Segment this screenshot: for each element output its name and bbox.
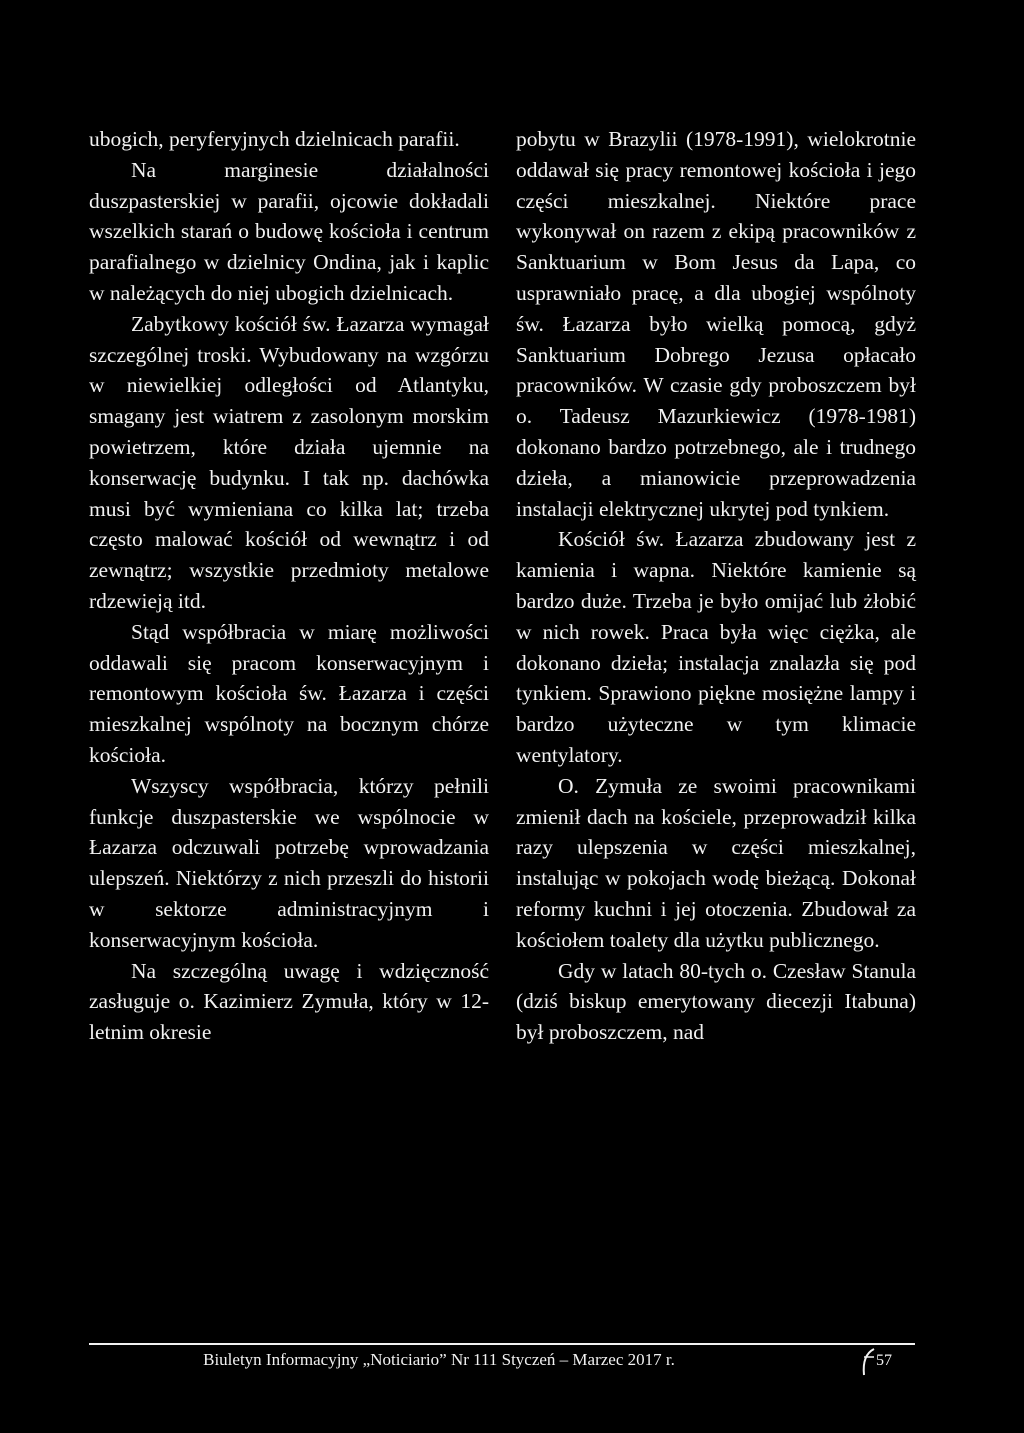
right-text-column (516, 124, 916, 1048)
page-bracket-icon (858, 1345, 878, 1377)
paragraph: Gdy w latach 80-tych o. Czesław Stanula (dziś biskup emerytowany diecezji Itabuna) był proboszczem, nad (516, 958, 916, 1045)
footer-publication-info: Biuletyn Informacyjny „Noticiario” Nr 111 Styczeń – Marzec 2017 r. (203, 1350, 675, 1369)
page-number-badge (858, 1345, 918, 1377)
paragraph: Zabytkowy kościół św. Łazarza wymagał szczególnej troski. Wybudowany na wzgórzu w niewielkiej odległości od Atlantyku, smagany jest wiatrem z zasolonym morskim powietrzem, które działa ujemnie na konserwację budynku. I tak np. dachówka musi być wymieniana co kilka lat; trzeba często malować kościół od wewnątrz i od zewnątrz; wszystkie przedmioty metalowe rdzewieją itd. (89, 311, 489, 613)
paragraph: pobytu w Brazylii (1978-1991), wielokrotnie oddawał się pracy remontowej kościoła i jego części mieszkalnej. Niektóre prace wykonywał on razem z ekipą pracowników z Sanktuarium w Bom Jesus da Lapa, co usprawniało pracę, a dla ubogiej wspólnoty św. Łazarza było wielką pomocą, gdyż Sanktuarium Dobrego Jezusa opłacało pracowników. W czasie gdy proboszczem był o. Tadeusz Mazurkiewicz (1978-1981) dokonano bardzo potrzebnego, ale i trudnego dzieła, a mianowicie przeprowadzenia instalacji elektrycznej ukrytej pod tynkiem. (516, 127, 916, 521)
paragraph: Na marginesie działalności duszpasterskiej w parafii, ojcowie dokładali wszelkich starań o budowę kościoła i centrum parafialnego w dzielnicy Ondina, jak i kaplic w należących do niej ubogich dzielnicach. (89, 157, 489, 305)
paragraph: Wszyscy współbracia, którzy pełnili funkcje duszpasterskie we wspólnocie w Łazarza odczuwali potrzebę wprowadzania ulepszeń. Niektórzy z nich przeszli do historii w sektorze administracyjnym i konserwacyjnym kościoła. (89, 773, 489, 952)
footer-divider (89, 1343, 915, 1345)
paragraph: Kościół św. Łazarza zbudowany jest z kamienia i wapna. Niektóre kamienie są bardzo duże. Trzeba je było omijać lub żłobić w nich rowek. Praca była więc ciężka, ale dokonano dzieła; instalacja znalazła się pod tynkiem. Sprawiono piękne mosiężne lampy i bardzo użyteczne w tym klimacie wentylatory. (516, 527, 916, 767)
paragraph: Stąd współbracia w miarę możliwości oddawali się pracom konserwacyjnym i remontowym kościoła św. Łazarza i części mieszkalnej wspólnoty na bocznym chórze kościoła. (89, 619, 489, 767)
paragraph: O. Zymuła ze swoimi pracownikami zmienił dach na kościele, przeprowadził kilka razy ulepszenia w części mieszkalnej, instalując w pokojach wodę bieżącą. Dokonał reformy kuchni i jej otoczenia. Zbudował za kościołem toalety dla użytku publicznego. (516, 773, 916, 952)
page-number: 57 (876, 1352, 892, 1369)
left-text-column (89, 124, 489, 1048)
paragraph: Na szczególną uwagę i wdzięczność zasługuje o. Kazimierz Zymuła, który w 12-letnim okresie (89, 958, 489, 1045)
paragraph: ubogich, peryferyjnych dzielnicach parafii. (89, 127, 460, 151)
